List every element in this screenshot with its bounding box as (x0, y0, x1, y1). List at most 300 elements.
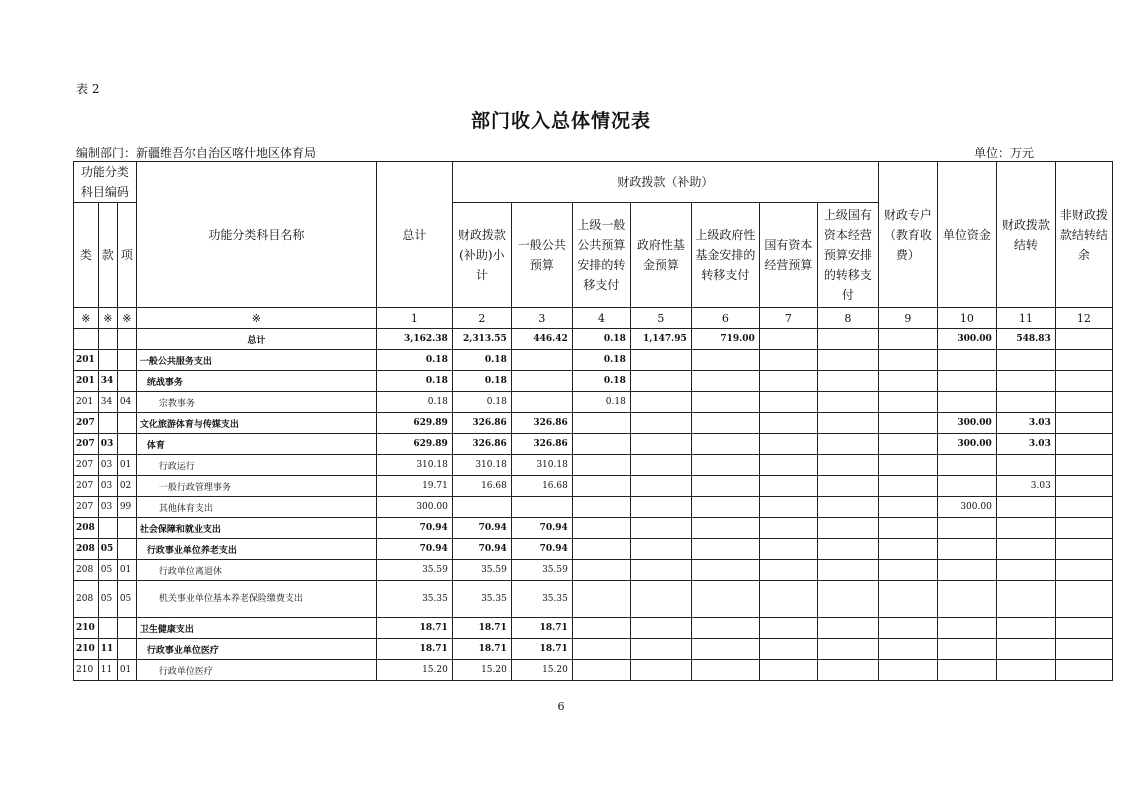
header-c3: 一般公共预算 (511, 203, 572, 308)
value-cell (878, 455, 937, 476)
value-cell (1055, 350, 1112, 371)
value-cell (691, 350, 759, 371)
value-cell: 70.94 (511, 518, 572, 539)
value-cell (937, 660, 996, 681)
column-number-cell: ※ (117, 308, 136, 329)
func-name-cell: 一般公共服务支出 (136, 350, 376, 371)
value-cell (878, 660, 937, 681)
header-xiang: 项 (117, 203, 136, 308)
value-cell: 18.71 (511, 618, 572, 639)
value-cell (817, 413, 878, 434)
column-number-cell: 1 (376, 308, 452, 329)
value-cell (817, 329, 878, 350)
func-name-cell: 其他体育支出 (136, 497, 376, 518)
value-cell (691, 660, 759, 681)
func-name-cell: 体育 (136, 434, 376, 455)
column-number-cell: 7 (759, 308, 817, 329)
value-cell (937, 581, 996, 618)
value-cell (878, 413, 937, 434)
value-cell (759, 560, 817, 581)
value-cell: 326.86 (452, 434, 511, 455)
value-cell (817, 476, 878, 497)
code-xiang-cell (117, 329, 136, 350)
value-cell: 0.18 (452, 371, 511, 392)
value-cell (572, 518, 630, 539)
table-row (74, 476, 1113, 497)
value-cell (996, 497, 1055, 518)
value-cell (817, 539, 878, 560)
value-cell (937, 639, 996, 660)
value-cell: 0.18 (572, 329, 630, 350)
value-cell: 629.89 (376, 434, 452, 455)
value-cell (572, 476, 630, 497)
code-lei-cell: 210 (74, 618, 99, 639)
code-xiang-cell: 04 (117, 392, 136, 413)
value-cell (630, 371, 691, 392)
header-total: 总计 (376, 162, 452, 308)
table-row (74, 639, 1113, 660)
table-row (74, 560, 1113, 581)
code-xiang-cell (117, 639, 136, 660)
value-cell (759, 618, 817, 639)
value-cell (878, 476, 937, 497)
value-cell (996, 618, 1055, 639)
value-cell: 3,162.38 (376, 329, 452, 350)
department-label: 编制部门：新疆维吾尔自治区喀什地区体育局 (76, 146, 317, 160)
value-cell: 70.94 (452, 518, 511, 539)
value-cell (630, 560, 691, 581)
value-cell: 310.18 (511, 455, 572, 476)
value-cell (630, 639, 691, 660)
value-cell (511, 350, 572, 371)
column-number-cell: 2 (452, 308, 511, 329)
value-cell (878, 350, 937, 371)
table-row (74, 539, 1113, 560)
code-lei-cell (74, 329, 99, 350)
value-cell: 326.86 (511, 434, 572, 455)
value-cell (817, 371, 878, 392)
value-cell (878, 434, 937, 455)
value-cell (1055, 434, 1112, 455)
column-number-cell: 9 (878, 308, 937, 329)
value-cell (759, 539, 817, 560)
column-number-cell: ※ (136, 308, 376, 329)
table-row (74, 392, 1113, 413)
table-row (74, 455, 1113, 476)
table-row (74, 618, 1113, 639)
value-cell (817, 560, 878, 581)
value-cell: 0.18 (572, 350, 630, 371)
value-cell (759, 497, 817, 518)
value-cell: 0.18 (452, 350, 511, 371)
code-lei-cell: 207 (74, 476, 99, 497)
header-c7: 国有资本经营预算 (759, 203, 817, 308)
func-name-cell: 行政运行 (136, 455, 376, 476)
value-cell (878, 618, 937, 639)
value-cell: 310.18 (376, 455, 452, 476)
table-row (74, 350, 1113, 371)
value-cell: 15.20 (511, 660, 572, 681)
code-kuan-cell (98, 350, 117, 371)
value-cell (759, 518, 817, 539)
header-c5: 政府性基金预算 (630, 203, 691, 308)
value-cell (937, 350, 996, 371)
value-cell (691, 560, 759, 581)
value-cell (630, 392, 691, 413)
value-cell (817, 660, 878, 681)
value-cell (691, 413, 759, 434)
value-cell (511, 392, 572, 413)
column-number-cell: 3 (511, 308, 572, 329)
page-number: 6 (557, 700, 565, 713)
value-cell (1055, 497, 1112, 518)
value-cell (817, 497, 878, 518)
value-cell (759, 455, 817, 476)
value-cell (691, 476, 759, 497)
value-cell: 15.20 (376, 660, 452, 681)
code-lei-cell: 208 (74, 560, 99, 581)
code-kuan-cell: 03 (98, 455, 117, 476)
header-fiscal-group: 财政拨款（补助） (452, 162, 878, 203)
column-number-cell: 5 (630, 308, 691, 329)
value-cell (1055, 639, 1112, 660)
value-cell (759, 639, 817, 660)
value-cell (511, 497, 572, 518)
code-kuan-cell (98, 329, 117, 350)
value-cell (572, 581, 630, 618)
value-cell (1055, 560, 1112, 581)
value-cell (759, 413, 817, 434)
value-cell (630, 476, 691, 497)
func-name-cell: 行政单位医疗 (136, 660, 376, 681)
value-cell: 35.59 (511, 560, 572, 581)
value-cell (996, 560, 1055, 581)
document-title: 部门收入总体情况表 (470, 110, 651, 132)
value-cell: 18.71 (376, 639, 452, 660)
value-cell: 300.00 (937, 329, 996, 350)
table-row (74, 371, 1113, 392)
value-cell (691, 639, 759, 660)
value-cell (759, 371, 817, 392)
value-cell: 0.18 (572, 392, 630, 413)
column-number-cell: 8 (817, 308, 878, 329)
value-cell: 0.18 (376, 371, 452, 392)
code-kuan-cell: 05 (98, 539, 117, 560)
column-number-cell: 10 (937, 308, 996, 329)
value-cell (630, 434, 691, 455)
code-kuan-cell: 03 (98, 434, 117, 455)
value-cell (759, 329, 817, 350)
code-kuan-cell: 34 (98, 371, 117, 392)
value-cell (630, 350, 691, 371)
value-cell: 18.71 (511, 639, 572, 660)
value-cell (996, 350, 1055, 371)
code-xiang-cell: 99 (117, 497, 136, 518)
value-cell (817, 434, 878, 455)
func-name-cell: 文化旅游体育与传媒支出 (136, 413, 376, 434)
value-cell: 18.71 (376, 618, 452, 639)
value-cell: 2,313.55 (452, 329, 511, 350)
value-cell (1055, 392, 1112, 413)
table-row (74, 413, 1113, 434)
code-lei-cell: 208 (74, 581, 99, 618)
value-cell (937, 560, 996, 581)
value-cell: 35.35 (511, 581, 572, 618)
value-cell (691, 434, 759, 455)
value-cell: 548.83 (996, 329, 1055, 350)
value-cell (1055, 518, 1112, 539)
value-cell (630, 660, 691, 681)
value-cell (937, 539, 996, 560)
value-cell (572, 639, 630, 660)
header-lei: 类 (74, 203, 99, 308)
value-cell (1055, 618, 1112, 639)
value-cell: 19.71 (376, 476, 452, 497)
value-cell (572, 497, 630, 518)
value-cell: 70.94 (376, 518, 452, 539)
code-lei-cell: 207 (74, 497, 99, 518)
value-cell (937, 371, 996, 392)
value-cell: 3.03 (996, 434, 1055, 455)
code-kuan-cell: 11 (98, 639, 117, 660)
code-lei-cell: 201 (74, 350, 99, 371)
value-cell (572, 560, 630, 581)
value-cell: 3.03 (996, 476, 1055, 497)
value-cell (937, 476, 996, 497)
code-kuan-cell: 03 (98, 497, 117, 518)
value-cell (691, 618, 759, 639)
code-lei-cell: 208 (74, 539, 99, 560)
value-cell (691, 539, 759, 560)
value-cell (996, 660, 1055, 681)
value-cell (759, 581, 817, 618)
value-cell (817, 392, 878, 413)
table-row (74, 329, 1113, 350)
func-name-cell: 一般行政管理事务 (136, 476, 376, 497)
value-cell (878, 329, 937, 350)
value-cell: 70.94 (511, 539, 572, 560)
value-cell (759, 434, 817, 455)
table-row (74, 518, 1113, 539)
value-cell (878, 497, 937, 518)
value-cell: 35.35 (376, 581, 452, 618)
value-cell (691, 392, 759, 413)
value-cell (630, 518, 691, 539)
income-table (73, 161, 1113, 681)
header-c9: 财政专户（教育收费） (878, 162, 937, 308)
value-cell (1055, 329, 1112, 350)
header-c4: 上级一般公共预算安排的转移支付 (572, 203, 630, 308)
value-cell (937, 455, 996, 476)
value-cell: 1,147.95 (630, 329, 691, 350)
column-number-cell: 12 (1055, 308, 1112, 329)
value-cell (691, 581, 759, 618)
value-cell (630, 581, 691, 618)
code-kuan-cell: 05 (98, 581, 117, 618)
table-row (74, 581, 1113, 618)
value-cell: 15.20 (452, 660, 511, 681)
func-name-cell: 行政事业单位医疗 (136, 639, 376, 660)
code-lei-cell: 207 (74, 455, 99, 476)
code-kuan-cell: 05 (98, 560, 117, 581)
func-name-cell: 行政单位离退休 (136, 560, 376, 581)
column-number-cell: ※ (98, 308, 117, 329)
value-cell (817, 581, 878, 618)
code-kuan-cell (98, 618, 117, 639)
value-cell: 300.00 (937, 413, 996, 434)
code-xiang-cell: 01 (117, 660, 136, 681)
code-lei-cell: 210 (74, 639, 99, 660)
func-name-cell: 统战事务 (136, 371, 376, 392)
code-lei-cell: 207 (74, 434, 99, 455)
value-cell: 300.00 (937, 497, 996, 518)
value-cell (817, 350, 878, 371)
code-xiang-cell: 05 (117, 581, 136, 618)
header-c12: 非财政拨款结转结余 (1055, 162, 1112, 308)
value-cell: 35.59 (452, 560, 511, 581)
code-xiang-cell (117, 413, 136, 434)
code-xiang-cell: 02 (117, 476, 136, 497)
func-name-cell: 机关事业单位基本养老保险缴费支出 (136, 581, 376, 618)
value-cell (817, 518, 878, 539)
value-cell: 3.03 (996, 413, 1055, 434)
value-cell (996, 518, 1055, 539)
value-cell (630, 413, 691, 434)
value-cell (572, 413, 630, 434)
value-cell (691, 371, 759, 392)
header-c2: 财政拨款(补助)小计 (452, 203, 511, 308)
func-name-cell: 总计 (136, 329, 376, 350)
value-cell (996, 455, 1055, 476)
func-name-cell: 卫生健康支出 (136, 618, 376, 639)
value-cell: 300.00 (937, 434, 996, 455)
value-cell (759, 392, 817, 413)
value-cell: 16.68 (452, 476, 511, 497)
value-cell (572, 539, 630, 560)
code-kuan-cell: 34 (98, 392, 117, 413)
value-cell: 0.18 (376, 350, 452, 371)
unit-label: 单位：万元 (973, 146, 1034, 160)
code-kuan-cell (98, 518, 117, 539)
value-cell: 446.42 (511, 329, 572, 350)
value-cell (996, 539, 1055, 560)
value-cell: 18.71 (452, 639, 511, 660)
value-cell: 326.86 (511, 413, 572, 434)
code-xiang-cell (117, 618, 136, 639)
value-cell (759, 476, 817, 497)
table-row (74, 434, 1113, 455)
code-kuan-cell: 03 (98, 476, 117, 497)
code-kuan-cell: 11 (98, 660, 117, 681)
value-cell (572, 455, 630, 476)
value-cell: 0.18 (376, 392, 452, 413)
value-cell (630, 618, 691, 639)
value-cell (691, 518, 759, 539)
column-number-cell: 6 (691, 308, 759, 329)
value-cell (878, 581, 937, 618)
column-number-cell: 11 (996, 308, 1055, 329)
value-cell: 300.00 (376, 497, 452, 518)
value-cell (937, 392, 996, 413)
value-cell (691, 455, 759, 476)
value-cell (996, 581, 1055, 618)
value-cell (452, 497, 511, 518)
value-cell: 310.18 (452, 455, 511, 476)
code-xiang-cell (117, 371, 136, 392)
value-cell: 70.94 (452, 539, 511, 560)
value-cell (937, 518, 996, 539)
value-cell (878, 392, 937, 413)
func-name-cell: 社会保障和就业支出 (136, 518, 376, 539)
value-cell (878, 639, 937, 660)
header-func-code: 功能分类科目编码 (74, 162, 137, 203)
value-cell (759, 350, 817, 371)
code-xiang-cell (117, 434, 136, 455)
value-cell (817, 639, 878, 660)
value-cell: 35.59 (376, 560, 452, 581)
table-row (74, 660, 1113, 681)
table-body (74, 308, 1113, 681)
value-cell: 719.00 (691, 329, 759, 350)
value-cell (630, 455, 691, 476)
header-func-name: 功能分类科目名称 (136, 162, 376, 308)
value-cell (878, 560, 937, 581)
table-row (74, 497, 1113, 518)
func-name-cell: 行政事业单位养老支出 (136, 539, 376, 560)
value-cell: 35.35 (452, 581, 511, 618)
value-cell: 18.71 (452, 618, 511, 639)
header-c11: 财政拨款结转 (996, 162, 1055, 308)
column-number-cell: ※ (74, 308, 99, 329)
code-lei-cell: 201 (74, 392, 99, 413)
value-cell (878, 518, 937, 539)
value-cell (511, 371, 572, 392)
value-cell: 0.18 (452, 392, 511, 413)
code-xiang-cell (117, 350, 136, 371)
value-cell (691, 497, 759, 518)
value-cell (996, 371, 1055, 392)
value-cell (996, 392, 1055, 413)
value-cell (572, 618, 630, 639)
value-cell (572, 434, 630, 455)
value-cell: 70.94 (376, 539, 452, 560)
value-cell (878, 539, 937, 560)
value-cell (572, 660, 630, 681)
income-table-container (73, 161, 1113, 681)
value-cell: 0.18 (572, 371, 630, 392)
value-cell (1055, 539, 1112, 560)
value-cell: 16.68 (511, 476, 572, 497)
func-name-cell: 宗教事务 (136, 392, 376, 413)
header-c8: 上级国有资本经营预算安排的转移支付 (817, 203, 878, 308)
header-c10: 单位资金 (937, 162, 996, 308)
value-cell (817, 618, 878, 639)
value-cell (878, 371, 937, 392)
column-number-cell: 4 (572, 308, 630, 329)
value-cell (1055, 476, 1112, 497)
code-lei-cell: 210 (74, 660, 99, 681)
code-lei-cell: 201 (74, 371, 99, 392)
table-number: 表 2 (76, 82, 100, 96)
header-kuan: 款 (98, 203, 117, 308)
header-c6: 上级政府性基金安排的转移支付 (691, 203, 759, 308)
value-cell (1055, 413, 1112, 434)
column-number-row (74, 308, 1113, 329)
code-xiang-cell (117, 539, 136, 560)
value-cell: 326.86 (452, 413, 511, 434)
code-lei-cell: 208 (74, 518, 99, 539)
value-cell (996, 639, 1055, 660)
